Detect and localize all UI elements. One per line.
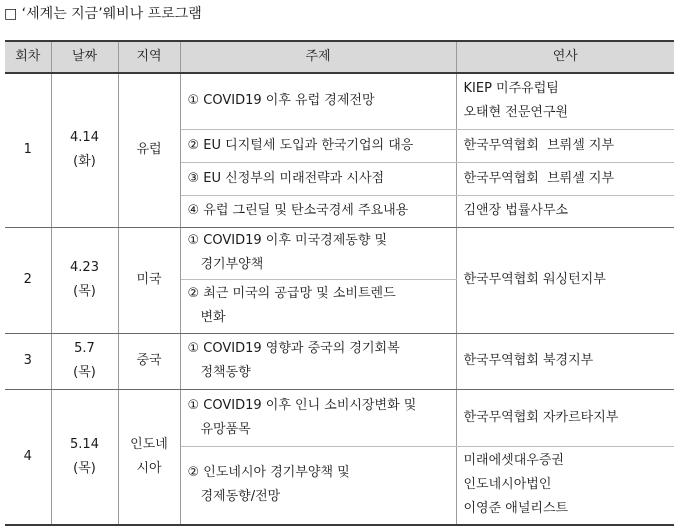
topic-cell — [180, 389, 456, 446]
session-date — [51, 227, 118, 333]
date-value: 5.7 — [74, 341, 95, 356]
program-table — [5, 40, 674, 526]
speaker-text: 오태현 전문연구원 — [463, 105, 569, 121]
table-row — [5, 333, 674, 389]
date-weekday: (목) — [73, 284, 96, 299]
speaker-cell — [456, 446, 674, 525]
date-weekday: (목) — [73, 365, 96, 380]
speaker-text: 한국무역협회 브뤼셀 지부 — [463, 137, 615, 153]
table-row — [5, 227, 674, 279]
topic-text: ④ 유럽 그린딜 및 탄소국경세 주요내용 — [187, 203, 409, 218]
col-header-topic: 주제 — [180, 41, 456, 73]
speaker-cell — [456, 333, 674, 389]
session-number: 2 — [5, 227, 51, 333]
session-region: 유럽 — [118, 73, 180, 227]
table-row — [5, 73, 674, 129]
speaker-text: 이영준 애널리스트 — [463, 501, 569, 517]
page-title: □ ‘세계는 지금’웨비나 프로그램 — [4, 6, 202, 22]
topic-cell — [180, 73, 456, 129]
session-number: 1 — [5, 73, 51, 227]
speaker-text: 인도네시아법인 — [463, 477, 552, 493]
region-text-cont: 시아 — [136, 460, 162, 476]
topic-text: ① COVID19 이후 인니 소비시장변화 및 — [187, 397, 417, 413]
speaker-cell — [456, 73, 674, 129]
topic-text-cont: 경기부양책 — [200, 257, 264, 272]
table-row — [5, 389, 674, 446]
date-value: 4.23 — [70, 260, 99, 275]
topic-text-cont: 변화 — [200, 310, 226, 325]
topic-text: ③ EU 신정부의 미래전략과 시사점 — [187, 170, 385, 186]
topic-cell — [180, 195, 456, 227]
session-date — [51, 389, 118, 525]
session-number: 4 — [5, 389, 51, 525]
topic-text: ② EU 디지털세 도입과 한국기업의 대응 — [187, 137, 414, 153]
session-region: 중국 — [118, 333, 180, 389]
speaker-cell — [456, 227, 674, 333]
topic-cell — [180, 162, 456, 195]
col-header-date: 날짜 — [51, 41, 118, 73]
topic-cell — [180, 333, 456, 389]
date-weekday: (화) — [73, 154, 96, 170]
session-region: 미국 — [118, 227, 180, 333]
topic-cell — [180, 446, 456, 525]
speaker-text: 미래에셋대우증권 — [463, 453, 564, 469]
topic-text-cont: 경제동향/전망 — [200, 489, 281, 505]
region-text: 인도네 — [130, 436, 168, 452]
speaker-text: 한국무역협회 워싱턴지부 — [463, 272, 606, 287]
topic-text: ① COVID19 이후 미국경제동향 및 — [187, 233, 388, 248]
col-header-session: 회차 — [5, 41, 51, 73]
date-weekday: (목) — [73, 460, 96, 476]
topic-text: ② 최근 미국의 공급망 및 소비트렌드 — [187, 286, 396, 301]
speaker-cell — [456, 129, 674, 162]
speaker-text: 김앤장 법률사무소 — [463, 203, 569, 218]
speaker-text: 한국무역협회 자카르타지부 — [463, 409, 619, 425]
topic-text: ① COVID19 이후 유럽 경제전망 — [187, 93, 375, 109]
date-value: 5.14 — [70, 436, 99, 452]
speaker-cell — [456, 389, 674, 446]
col-header-region: 지역 — [118, 41, 180, 73]
topic-text-cont: 정책동향 — [200, 365, 251, 380]
speaker-cell — [456, 195, 674, 227]
topic-text-cont: 유망품목 — [200, 421, 251, 437]
session-region — [118, 389, 180, 525]
speaker-cell — [456, 162, 674, 195]
col-header-speaker: 연사 — [456, 41, 674, 73]
table-header-row — [5, 41, 674, 73]
session-number: 3 — [5, 333, 51, 389]
session-date — [51, 73, 118, 227]
speaker-text: KIEP 미주유럽팀 — [463, 81, 559, 97]
topic-cell — [180, 129, 456, 162]
session-date — [51, 333, 118, 389]
topic-text: ① COVID19 영향과 중국의 경기회복 — [187, 341, 400, 356]
speaker-text: 한국무역협회 브뤼셀 지부 — [463, 170, 615, 186]
speaker-text: 한국무역협회 북경지부 — [463, 353, 594, 368]
topic-text: ② 인도네시아 경기부양책 및 — [187, 465, 350, 481]
date-value: 4.14 — [70, 130, 99, 146]
topic-cell — [180, 279, 456, 333]
topic-cell — [180, 227, 456, 279]
